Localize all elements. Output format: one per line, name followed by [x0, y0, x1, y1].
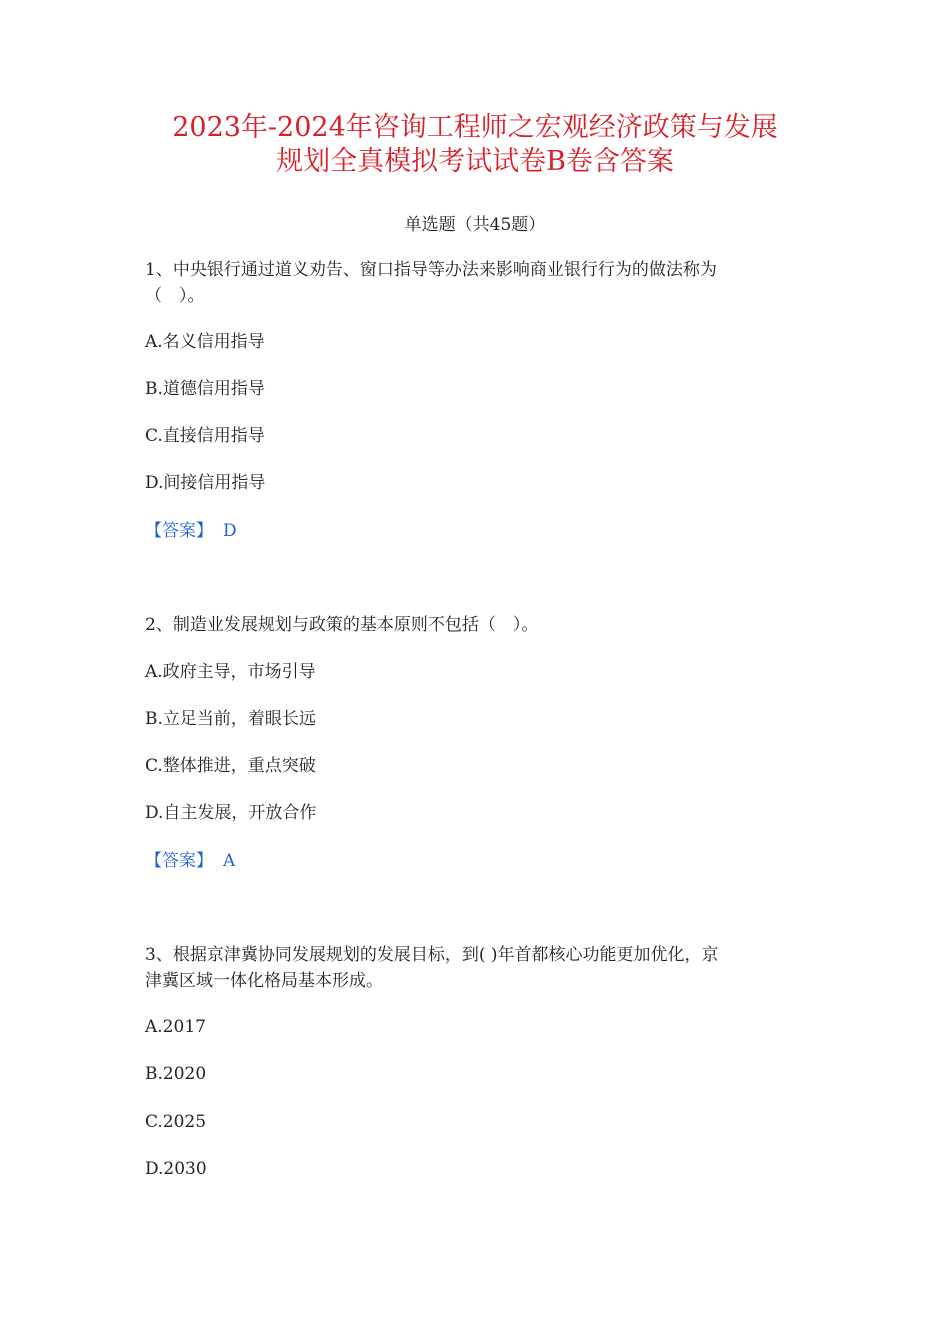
- answer-value: A: [223, 851, 236, 871]
- question-2-answer: [145, 849, 235, 873]
- question-1-stem-line-2: （ ）。: [145, 286, 205, 306]
- answer-label: 【答案】: [145, 521, 213, 541]
- answer-value: D: [223, 521, 237, 541]
- question-3-stem-line-2: 津冀区域一体化格局基本形成。: [145, 971, 383, 991]
- question-1-option-a: A.名义信用指导: [145, 332, 265, 352]
- question-2-option-d: D.自主发展，开放合作: [145, 803, 317, 823]
- question-3-stem-line-1: 3、根据京津冀协同发展规划的发展目标，到( )年首都核心功能更加优化，京: [145, 945, 719, 965]
- question-2-stem-line-1: 2、制造业发展规划与政策的基本原则不包括（ ）。: [145, 615, 539, 635]
- question-3-option-b: B.2020: [145, 1064, 207, 1084]
- document-title-line-2: 规划全真模拟考试试卷B卷含答案: [276, 146, 674, 177]
- question-1-option-b: B.道德信用指导: [145, 379, 265, 399]
- question-1-option-d: D.间接信用指导: [145, 473, 266, 493]
- question-3-option-d: D.2030: [145, 1159, 207, 1179]
- question-2-option-c: C.整体推进，重点突破: [145, 756, 316, 776]
- question-1-stem-line-1: 1、中央银行通过道义劝告、窗口指导等办法来影响商业银行行为的做法称为: [145, 260, 717, 280]
- question-2-option-b: B.立足当前，着眼长远: [145, 709, 316, 729]
- document-title-line-1: 2023年-2024年咨询工程师之宏观经济政策与发展: [172, 112, 778, 143]
- question-3-option-a: A.2017: [145, 1017, 206, 1037]
- question-2-option-a: A.政府主导，市场引导: [145, 662, 316, 682]
- answer-label: 【答案】: [145, 851, 213, 871]
- question-1-answer: [145, 519, 237, 543]
- question-3-option-c: C.2025: [145, 1112, 207, 1132]
- section-heading: 单选题（共45题）: [404, 215, 546, 235]
- question-1-option-c: C.直接信用指导: [145, 426, 265, 446]
